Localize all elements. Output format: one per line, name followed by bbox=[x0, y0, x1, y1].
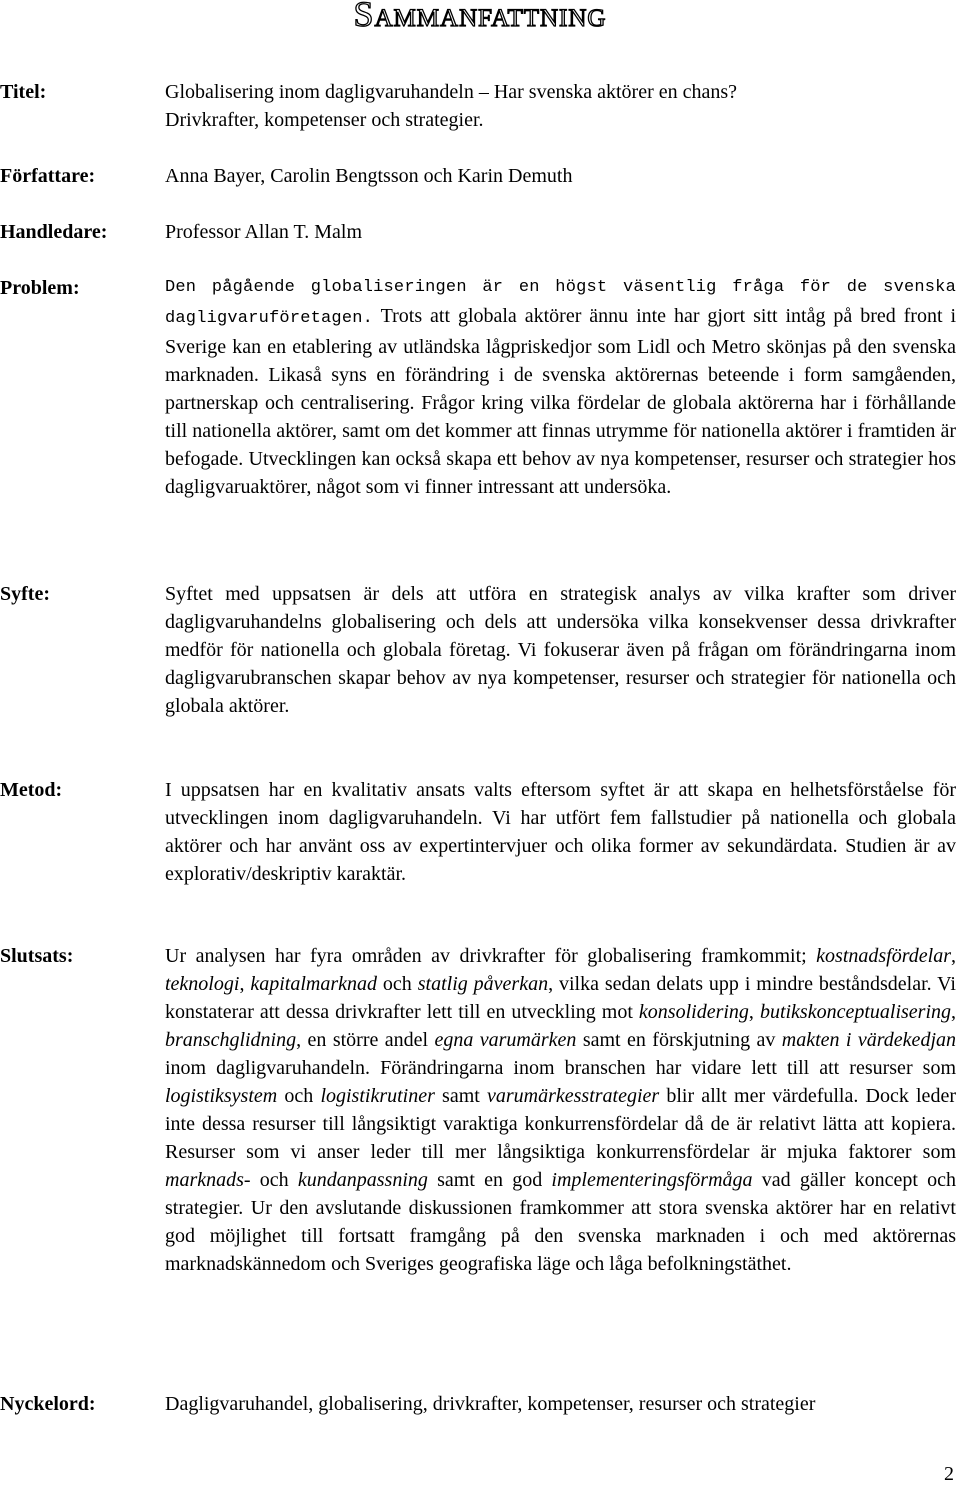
slutsats-emphasis: kundanpassning bbox=[297, 1169, 428, 1191]
slutsats-emphasis: teknologi bbox=[165, 973, 240, 995]
nyckelord-value: Dagligvaruhandel, globalisering, drivkrafter, kompetenser, resurser och strategier bbox=[165, 1393, 816, 1415]
slutsats-segment: och bbox=[277, 1085, 321, 1107]
slutsats-emphasis: varumärkesstrategier bbox=[487, 1085, 660, 1107]
slutsats-emphasis: statlig påverkan bbox=[417, 973, 549, 995]
slutsats-emphasis: logistikrutiner bbox=[320, 1085, 435, 1107]
slutsats-label: Slutsats: bbox=[0, 945, 74, 967]
problem-text bbox=[165, 274, 956, 501]
slutsats-emphasis: butikskonceptualisering bbox=[759, 1001, 952, 1023]
page-title: Sammanfattning bbox=[353, 0, 607, 34]
slutsats-segment: inom dagligvaruhandeln. Förändringarna inom branschen har vidare lett till att resurser som bbox=[165, 1057, 956, 1079]
slutsats-text bbox=[165, 942, 956, 1278]
problem-courier-line: Den pågående globaliseringen är en högst väsentlig fråga för de svenska bbox=[165, 278, 956, 297]
slutsats-emphasis: marknads- bbox=[165, 1169, 251, 1191]
slutsats-emphasis: implementeringsförmåga bbox=[551, 1169, 753, 1191]
slutsats-segment: , vilka sedan delats upp i mindre beståndsdelar. Vi konstaterar att dessa drivkrafter lett till en utveckling mot bbox=[165, 973, 956, 1023]
slutsats-emphasis: konsolidering bbox=[638, 1001, 749, 1023]
slutsats-segment: och bbox=[377, 973, 418, 995]
slutsats-segment: , bbox=[951, 945, 956, 967]
slutsats-emphasis: kapitalmarknad bbox=[250, 973, 378, 995]
slutsats-segment: och bbox=[250, 1169, 298, 1191]
metod-text: I uppsatsen har en kvalitativ ansats valts eftersom syftet är att skapa en helhetsförståelse för utvecklingen inom dagligvaruhandeln. Vi har utfört fem fallstudier på nationella och globala aktörer och har använt oss av expertintervjuer och olika former av sekundärdata. Studien är av explorativ/deskriptiv karaktär. bbox=[165, 779, 956, 885]
slutsats-emphasis: makten i värdekedjan bbox=[781, 1029, 956, 1051]
slutsats-segment: blir allt mer värdefulla. Dock leder inte dessa resurser till långsiktigt varaktiga konkurrensfördelar då de är relativt lätta att kopiera. Resurser som vi anser leder till mer långsiktiga konkurrensfördelar är mjuka faktorer som bbox=[165, 1085, 956, 1163]
slutsats-segment: samt bbox=[434, 1085, 487, 1107]
metod-label: Metod: bbox=[0, 779, 63, 801]
slutsats-emphasis: kostnadsfördelar bbox=[816, 945, 951, 967]
handledare-label: Handledare: bbox=[0, 221, 108, 243]
slutsats-segment: Ur analysen har fyra områden av drivkrafter för globalisering framkommit; bbox=[165, 945, 817, 967]
slutsats-segment: samt en förskjutning av bbox=[576, 1029, 782, 1051]
forfattare-label: Författare: bbox=[0, 165, 96, 187]
page-number: 2 bbox=[944, 1463, 954, 1485]
slutsats-emphasis: branschglidning bbox=[165, 1029, 297, 1051]
slutsats-segment: , bbox=[748, 1001, 760, 1023]
slutsats-segment: , bbox=[951, 1001, 957, 1023]
nyckelord-label: Nyckelord: bbox=[0, 1393, 96, 1415]
handledare-value: Professor Allan T. Malm bbox=[165, 221, 363, 243]
syfte-label: Syfte: bbox=[0, 583, 50, 605]
slutsats-segment: , bbox=[239, 973, 251, 995]
titel-value bbox=[165, 78, 956, 134]
problem-label: Problem: bbox=[0, 277, 80, 299]
slutsats-segment: , en större andel bbox=[296, 1029, 435, 1051]
slutsats-emphasis: egna varumärken bbox=[434, 1029, 577, 1051]
titel-label: Titel: bbox=[0, 81, 47, 103]
problem-rest: Trots att globala aktörer ännu inte har gjort sitt intåg på bred front i Sverige kan en etablering av utländska lågpriskedjor som Lidl och Metro skönjas på den svenska marknaden. Likaså syns en förändring i de svenska aktörernas beteende i form samgåenden, partnerskap och centralisering. Frågor kring vilka fördelar de globala aktörerna har i förhållande till nationella aktörer, samt om det kommer att finnas utrymme för nationella aktörer i framtiden är befogade. Utvecklingen kan också skapa ett behov av nya kompetenser, resurser och strategier hos dagligvaruaktörer, något som vi finner intressant att undersöka. bbox=[165, 305, 956, 498]
slutsats-segment: samt en god bbox=[427, 1169, 552, 1191]
problem-courier-start: dagligvaruföretagen. bbox=[165, 309, 374, 328]
slutsats-emphasis: logistiksystem bbox=[165, 1085, 278, 1107]
syfte-text: Syftet med uppsatsen är dels att utföra en strategisk analys av vilka krafter som driver dagligvaruhandelns globalisering och dels att undersöka vilka konsekvenser dessa drivkrafter medför för nationella och globala företag. Vi fokuserar även på frågan om förändringarna inom dagligvarubranschen skapar behov av nya kompetenser, resurser och strategier för nationella och globala aktörer. bbox=[165, 583, 956, 717]
slutsats-segment: vad gäller koncept och strategier. Ur den avslutande diskussionen framkommer att stora svenska aktörer har en relativt god möjlighet till fortsatt framgång på den svenska marknaden i och med aktörernas marknadskännedom och Sveriges geografiska läge och låga befolkningstäthet. bbox=[165, 1169, 956, 1275]
forfattare-value: Anna Bayer, Carolin Bengtsson och Karin Demuth bbox=[165, 165, 573, 187]
titel-line-2: Drivkrafter, kompetenser och strategier. bbox=[165, 109, 484, 131]
titel-line-1: Globalisering inom dagligvaruhandeln – Har svenska aktörer en chans? bbox=[165, 81, 738, 103]
